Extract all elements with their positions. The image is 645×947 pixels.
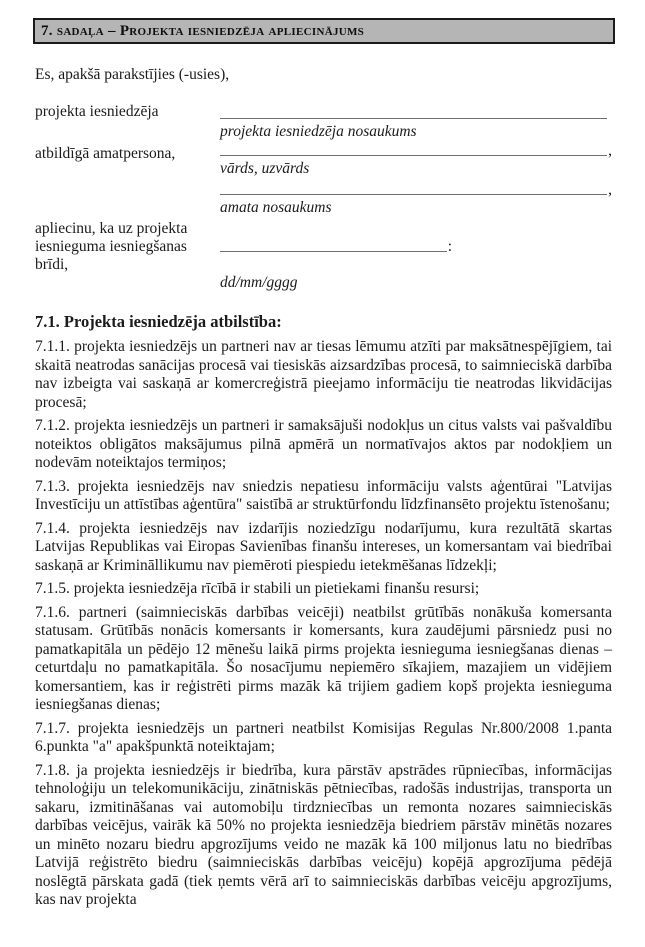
clause-body: ja projekta iesniedzējs ir biedrība, kura pārstāv apstrādes rūpniecības, informācijas tehnoloģiju un telekomunikāciju, zinātniskās pētniecības, radošās industrijas, transporta un sakaru, izmitināšanas vai automobiļu tirdzniecības un remonta nozares saimnieciskās darbības veicējus, vairāk kā 50% no projekta iesniedzēja biedriem pārstāv minētās nozares un minēto nozaru biedru apgrozījums veido ne mazāk kā 100 miljonus latu no biedrības Latvijā reģistrēto biedru (saimnieciskās darbības veicēju) kopējā apgrozījuma pēdējā noslēgtā pārskata gadā (tiek ņemts vērā arī to saimnieciskās darbības veicēju apgrozījums, kas nav projekta xyxy=(35,761,612,908)
clause-body: projekta iesniedzējs nav sniedzis nepatiesu informāciju valsts aģentūrai "Latvijas Investīciju un attīstības aģentūra" saistībā ar struktūrfondu līdzfinansēto projektu īstenošanu; xyxy=(35,477,613,513)
form-label-declare-line1: apliecinu, ka uz projekta xyxy=(35,220,188,237)
field-person-name xyxy=(220,141,612,178)
intro-text: Es, apakšā parakstījies (-usies), xyxy=(35,66,230,83)
line-suffix: , xyxy=(608,142,612,159)
clause-body: projekta iesniedzēja rīcībā ir stabili un pietiekami finanšu resursi; xyxy=(73,580,480,597)
clause xyxy=(35,520,612,576)
field-caption: vārds, uzvārds xyxy=(220,160,310,177)
fill-line-row xyxy=(220,237,452,255)
form-label-declare-line2: iesnieguma iesniegšanas xyxy=(35,238,187,255)
clause xyxy=(35,417,612,473)
clause xyxy=(35,762,612,910)
clause xyxy=(35,604,612,715)
blank-line[interactable] xyxy=(220,237,447,252)
clause-number: 7.1.6. xyxy=(35,603,70,621)
clause-number: 7.1.1. xyxy=(35,338,70,355)
fill-line-row xyxy=(220,104,608,119)
clause-number: 7.1.8. xyxy=(35,761,70,779)
clause xyxy=(35,580,612,599)
section-title: 7. sadaļa – Projekta iesniedzēja apliecinājums xyxy=(41,22,365,39)
form-label-applicant-line1: projekta iesniedzēja xyxy=(35,103,159,120)
clause-number: 7.1.7. xyxy=(35,719,70,737)
blank-line[interactable] xyxy=(220,141,607,156)
clause-number: 7.1.3. xyxy=(35,477,70,495)
form-label-declare-line3: brīdi, xyxy=(35,256,69,273)
clause xyxy=(35,478,612,515)
clause-body: projekta iesniedzējs un partneri nav ar tiesas lēmumu atzīti par maksātnespējīgiem, tai skaitā neatrodas sanācijas procesā vai tiesiskās aizsardzības procesā, to saimnieciskā darbība nav izbeigta vai saskaņā ar komercreģistrā pieejamo informāciju tie neatrodas likvidācijas procesā; xyxy=(35,338,612,411)
line-suffix: , xyxy=(608,181,612,198)
blank-line[interactable] xyxy=(220,180,607,195)
fill-line-row xyxy=(220,180,612,198)
clause-body: projekta iesniedzējs un partneri neatbilst Komisijas Regulas Nr.800/2008 1.panta 6.punkta "a" apakšpunktā noteiktajam; xyxy=(35,719,613,755)
clause-number: 7.1.4. xyxy=(35,519,70,537)
clause xyxy=(35,720,612,757)
field-date xyxy=(220,237,452,292)
clause-body: partneri (saimnieciskās darbības veicēji) neatbilst grūtībās nonākuša komersanta statusam. Grūtībās nonācis komersants ir komersants, kura zaudējumi pārsniedz pusi no pamatkapitāla un pēdējo 12 mēnešu laikā pirms projekta iesnieguma iesniegšanas dienas – ceturtdaļu no pamatkapitāla. Šo nosacījumu nepiemēro sīkajiem, mazajiem un vidējiem komersantiem, kas ir reģistrēti pirms mazāk kā trijiem gadiem kopš projekta iesnieguma iesniegšanas dienas; xyxy=(35,603,612,713)
fill-line-row xyxy=(220,141,612,159)
field-applicant-name xyxy=(220,104,608,141)
clauses-list xyxy=(35,338,612,915)
subsection-heading: 7.1. Projekta iesniedzēja atbilstība: xyxy=(35,312,282,331)
field-caption: dd/mm/gggg xyxy=(220,274,298,291)
field-position-title xyxy=(220,180,612,217)
field-caption: projekta iesniedzēja nosaukums xyxy=(220,123,417,140)
clause-number: 7.1.5. xyxy=(35,580,70,597)
section-header-bar xyxy=(33,18,615,44)
field-caption: amata nosaukums xyxy=(220,199,332,216)
clause-body: projekta iesniedzējs un partneri ir samaksājuši nodokļus un citus valsts vai pašvaldību noteiktos obligātos maksājumus pilnā apmērā un normatīvajos aktos par nodokļiem un nodevām noteiktajos termiņos; xyxy=(35,417,612,471)
clause-number: 7.1.2. xyxy=(35,417,70,434)
line-suffix: : xyxy=(447,238,452,255)
form-label-applicant-line2: atbildīgā amatpersona, xyxy=(35,145,176,162)
blank-line[interactable] xyxy=(220,104,607,119)
clause-body: projekta iesniedzējs nav izdarījis noziedzīgu nodarījumu, kura rezultātā skartas Latvijas Republikas vai Eiropas Savienības finanšu intereses, un komersantam vai biedrībai saskaņā ar Krimināllikumu nav piemēroti piespiedu ietekmēšanas līdzekļi; xyxy=(35,519,612,574)
clause xyxy=(35,338,612,412)
